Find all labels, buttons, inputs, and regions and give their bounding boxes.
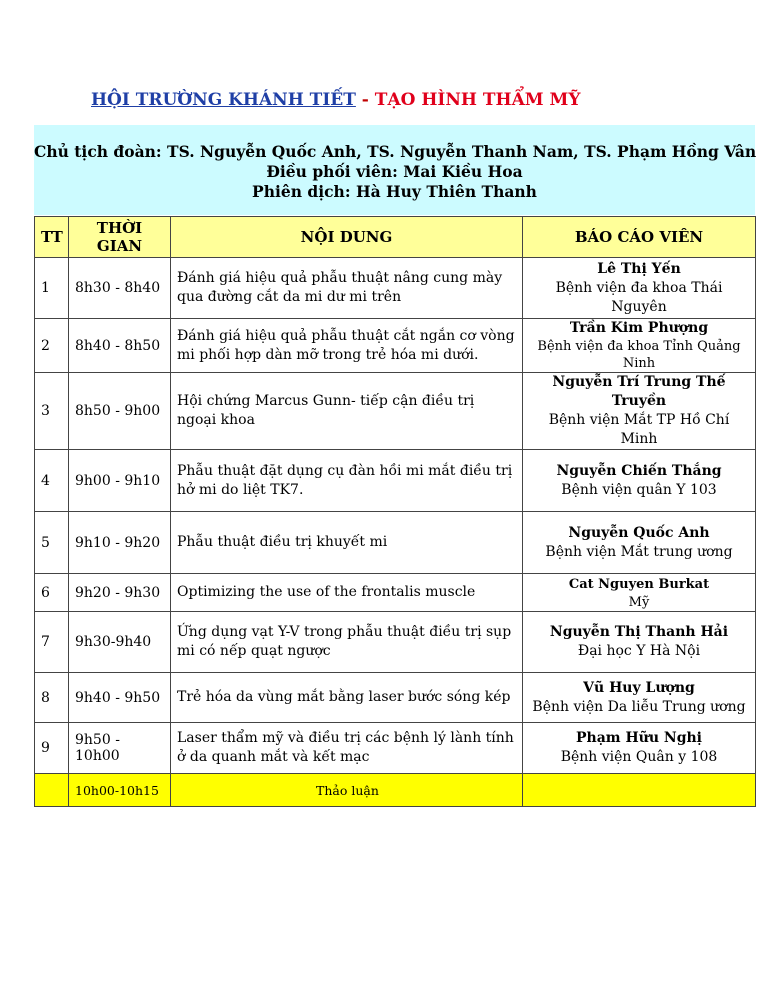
- speaker-name: Cat Nguyen Burkat: [568, 576, 710, 592]
- row-content: Phẫu thuật điều trị khuyết mi: [171, 512, 523, 574]
- row-speaker: [523, 723, 756, 774]
- title-separator: -: [355, 90, 375, 110]
- schedule-table: [34, 216, 756, 807]
- hall-name: HỘI TRƯỜNG KHÁNH TIẾT: [91, 90, 356, 110]
- row-content: Trẻ hóa da vùng mắt bằng laser bước sóng kép: [171, 673, 523, 723]
- page-title: [91, 90, 581, 110]
- table-row: [35, 574, 756, 612]
- row-time: 9h10 - 9h20: [69, 512, 171, 574]
- row-content: Đánh giá hiệu quả phẫu thuật nâng cung mày qua đường cắt da mi dư mi trên: [171, 258, 523, 319]
- discussion-tt: [35, 774, 69, 807]
- row-number: 7: [35, 612, 69, 673]
- row-time: 9h00 - 9h10: [69, 450, 171, 512]
- row-content: Hội chứng Marcus Gunn- tiếp cận điều trị ngoại khoa: [171, 373, 523, 450]
- row-content: Đánh giá hiệu quả phẫu thuật cắt ngắn cơ vòng mi phối hợp dàn mỡ trong trẻ hóa mi dưới.: [171, 319, 523, 373]
- coordinator-line: Điều phối viên: Mai Kiều Hoa: [266, 162, 523, 181]
- row-number: 1: [35, 258, 69, 319]
- header-row: [35, 217, 756, 258]
- speaker-affiliation: Đại học Y Hà Nội: [577, 643, 701, 659]
- speaker-affiliation: Mỹ: [628, 594, 650, 610]
- speaker-affiliation: Bệnh viện Da liễu Trung ương: [532, 698, 746, 715]
- table-row: [35, 512, 756, 574]
- row-time: 9h30-9h40: [69, 612, 171, 673]
- row-time: 8h50 - 9h00: [69, 373, 171, 450]
- speaker-affiliation: Bệnh viện Mắt TP Hồ Chí Minh: [548, 412, 730, 447]
- row-time: 9h20 - 9h30: [69, 574, 171, 612]
- row-number: 8: [35, 673, 69, 723]
- discussion-row: [35, 774, 756, 807]
- speaker-affiliation: Bệnh viện Quân y 108: [560, 749, 718, 765]
- row-speaker: [523, 512, 756, 574]
- row-content: Optimizing the use of the frontalis muscle: [171, 574, 523, 612]
- row-number: 3: [35, 373, 69, 450]
- discussion-time: 10h00-10h15: [69, 774, 171, 807]
- row-time: 9h50 - 10h00: [69, 723, 171, 774]
- table-row: [35, 373, 756, 450]
- row-number: 9: [35, 723, 69, 774]
- row-time: 8h40 - 8h50: [69, 319, 171, 373]
- speaker-name: Vũ Huy Lượng: [583, 679, 695, 696]
- table-row: [35, 612, 756, 673]
- table-row: [35, 319, 756, 373]
- speaker-name: Phạm Hữu Nghị: [575, 730, 702, 746]
- speaker-name: Nguyễn Chiến Thắng: [556, 462, 722, 479]
- row-number: 5: [35, 512, 69, 574]
- speaker-affiliation: Bệnh viện Mắt trung ương: [545, 543, 733, 560]
- speaker-name: Lê Thị Yến: [597, 260, 681, 277]
- row-speaker: [523, 673, 756, 723]
- row-content: Ứng dụng vạt Y-V trong phẫu thuật điều trị sụp mi có nếp quạt ngược: [171, 612, 523, 673]
- row-number: 4: [35, 450, 69, 512]
- row-speaker: [523, 319, 756, 373]
- row-number: 6: [35, 574, 69, 612]
- chair-panel-line: Chủ tịch đoàn: TS. Nguyễn Quốc Anh, TS. Nguyễn Thanh Nam, TS. Phạm Hồng Vân: [34, 142, 757, 161]
- speaker-affiliation: Bệnh viện đa khoa Tỉnh Quảng Ninh: [537, 339, 741, 371]
- row-speaker: [523, 373, 756, 450]
- row-time: 8h30 - 8h40: [69, 258, 171, 319]
- discussion-speaker: [523, 774, 756, 807]
- table-row: [35, 258, 756, 319]
- speaker-name: Nguyễn Quốc Anh: [568, 524, 710, 541]
- header-time: THỜI GIAN: [69, 217, 171, 258]
- speaker-name: Nguyễn Trí Trung Thế Truyền: [552, 374, 726, 409]
- row-number: 2: [35, 319, 69, 373]
- interpreter-line: Phiên dịch: Hà Huy Thiên Thanh: [252, 182, 537, 201]
- discussion-label: Thảo luận: [171, 774, 523, 807]
- row-time: 9h40 - 9h50: [69, 673, 171, 723]
- row-content: Laser thẩm mỹ và điều trị các bệnh lý lành tính ở da quanh mắt và kết mạc: [171, 723, 523, 774]
- table-row: [35, 673, 756, 723]
- header-content: NỘI DUNG: [171, 217, 523, 258]
- header-speaker: BÁO CÁO VIÊN: [523, 217, 756, 258]
- speaker-affiliation: Bệnh viện quân Y 103: [561, 481, 717, 498]
- header-tt: TT: [35, 217, 69, 258]
- chair-block: [34, 125, 755, 215]
- table-row: [35, 450, 756, 512]
- session-name: TẠO HÌNH THẨM MỸ: [374, 90, 581, 110]
- row-speaker: [523, 450, 756, 512]
- speaker-name: Trần Kim Phượng: [569, 320, 709, 336]
- row-speaker: [523, 612, 756, 673]
- speaker-affiliation: Bệnh viện đa khoa Thái Nguyên: [555, 279, 723, 315]
- row-speaker: [523, 258, 756, 319]
- row-content: Phẫu thuật đặt dụng cụ đàn hồi mi mắt điều trị hở mi do liệt TK7.: [171, 450, 523, 512]
- speaker-name: Nguyễn Thị Thanh Hải: [549, 624, 729, 640]
- table-row: [35, 723, 756, 774]
- row-speaker: [523, 574, 756, 612]
